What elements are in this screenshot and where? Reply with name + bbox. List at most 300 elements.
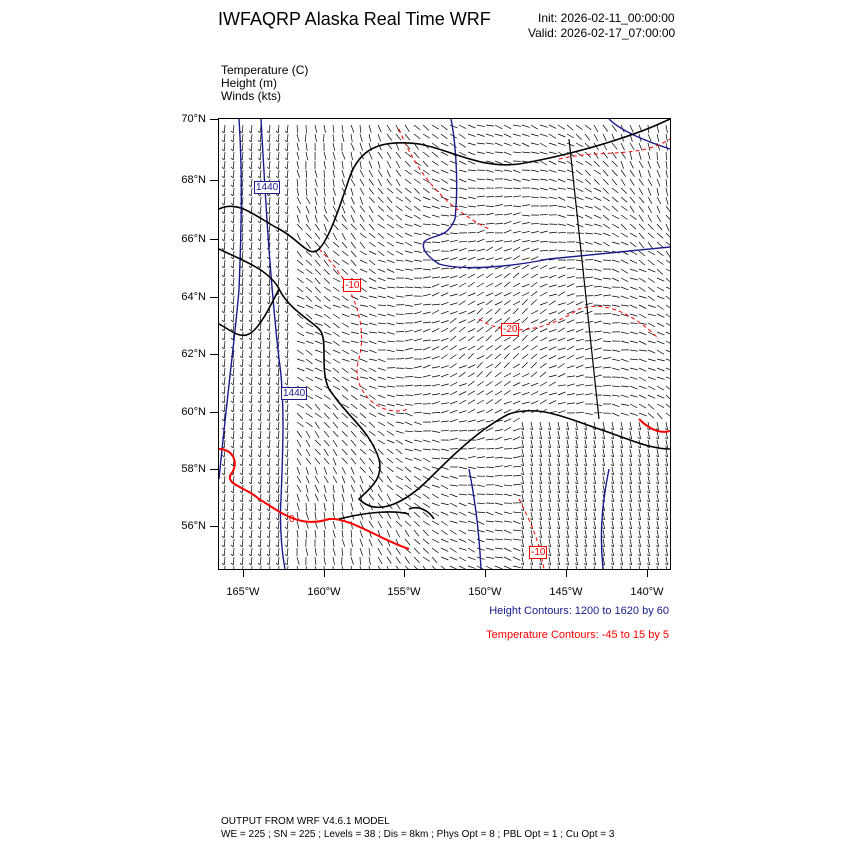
- wind-barb: [549, 285, 557, 287]
- wind-barb-flag: [240, 419, 242, 421]
- wind-barb: [567, 458, 569, 466]
- footer-config: WE = 225 ; SN = 225 ; Levels = 38 ; Dis = 8km ; Phys Opt = 8 ; PBL Opt = 1 ; Cu Opt = 3: [221, 829, 615, 840]
- wind-barb: [432, 402, 440, 404]
- wind-barb: [549, 179, 557, 182]
- wind-barb: [360, 440, 366, 445]
- wind-barb: [432, 384, 440, 386]
- wind-barb: [378, 566, 382, 569]
- wind-barb-flag: [276, 248, 278, 250]
- wind-barb: [297, 143, 299, 151]
- wind-barb: [522, 431, 524, 439]
- wind-barb-flag: [249, 266, 251, 268]
- wind-barb: [315, 476, 319, 483]
- wind-barb: [278, 521, 279, 529]
- wind-barb: [441, 421, 449, 422]
- wind-barb: [324, 242, 329, 248]
- wind-barb: [639, 485, 641, 493]
- wind-barb: [260, 485, 261, 493]
- wind-barb: [558, 374, 565, 378]
- wind-barb: [594, 440, 596, 448]
- wind-barb-flag: [258, 383, 260, 385]
- wind-barb: [260, 332, 261, 340]
- wind-barb: [233, 440, 234, 448]
- wind-barb-flag: [276, 365, 278, 367]
- wind-barb: [414, 321, 422, 323]
- wind-barb: [333, 557, 335, 565]
- wind-barb-flag: [240, 545, 242, 547]
- wind-barb: [315, 530, 316, 538]
- wind-barb: [468, 223, 476, 224]
- wind-barb: [224, 440, 225, 448]
- wind-barb-flag: [222, 329, 224, 331]
- wind-barb: [333, 143, 335, 151]
- wind-barb: [603, 206, 610, 211]
- wind-barb: [387, 233, 394, 238]
- wind-barb-flag: [276, 140, 278, 142]
- height-contour-line: [601, 469, 609, 569]
- wind-barb-flag: [285, 158, 287, 160]
- wind-barb: [648, 242, 653, 249]
- wind-barb: [666, 566, 668, 569]
- wind-barb: [486, 258, 494, 260]
- wind-barb: [269, 125, 270, 133]
- wind-barb: [459, 170, 467, 172]
- wind-barb: [477, 382, 484, 387]
- wind-barb: [639, 566, 641, 569]
- wind-barb: [549, 548, 551, 556]
- wind-barb: [333, 224, 339, 230]
- wind-barb: [251, 152, 252, 160]
- wind-barb: [477, 239, 485, 242]
- wind-barb: [621, 494, 623, 502]
- wind-barb: [531, 401, 538, 404]
- wind-barb: [522, 345, 528, 350]
- wind-barb: [657, 161, 660, 168]
- wind-barb: [657, 413, 662, 419]
- wind-barb: [360, 458, 365, 464]
- wind-barb: [540, 231, 548, 233]
- wind-barb: [468, 319, 475, 323]
- wind-barb: [333, 494, 335, 502]
- wind-barb-flag: [258, 428, 260, 430]
- wind-barb: [450, 557, 457, 560]
- wind-barb: [305, 134, 306, 142]
- wind-barb: [242, 125, 243, 133]
- wind-barb: [531, 197, 539, 198]
- wind-barb: [468, 530, 476, 531]
- wind-barb: [477, 302, 484, 305]
- wind-barb: [639, 521, 641, 529]
- wind-barb: [513, 125, 521, 126]
- wind-barb: [513, 196, 521, 197]
- wind-barb: [278, 269, 279, 277]
- wind-barb: [576, 539, 578, 547]
- wind-barb: [306, 359, 312, 364]
- wind-barb-flag: [285, 212, 287, 214]
- wind-barb: [432, 412, 440, 413]
- wind-barb-flag: [285, 320, 287, 322]
- coastline: [219, 249, 670, 507]
- wind-barb: [306, 431, 310, 438]
- wind-barb: [495, 161, 503, 164]
- wind-barb: [414, 339, 422, 341]
- wind-barb: [468, 346, 475, 350]
- wind-barb: [549, 161, 556, 165]
- wind-barb: [269, 332, 270, 340]
- wind-barb: [567, 431, 569, 439]
- wind-barb: [333, 566, 334, 569]
- wind-barb: [486, 539, 494, 540]
- wind-barb: [414, 449, 422, 451]
- wind-barb: [567, 170, 575, 173]
- wind-barb: [287, 440, 288, 448]
- wind-barb: [576, 365, 583, 368]
- wind-barb: [666, 242, 670, 247]
- wind-barb-flag: [249, 140, 251, 142]
- wind-barb: [423, 304, 431, 305]
- wind-barb: [585, 503, 587, 511]
- wind-barb: [450, 346, 457, 350]
- wind-barb: [459, 548, 467, 550]
- wind-barb: [315, 224, 320, 231]
- wind-barb-flag: [240, 428, 242, 430]
- wind-barb: [260, 377, 261, 385]
- wind-barb: [315, 368, 322, 371]
- wind-barb: [251, 422, 252, 430]
- wind-barb: [242, 359, 243, 367]
- wind-barb: [324, 404, 330, 409]
- wind-barb: [639, 458, 641, 466]
- wind-barb: [558, 215, 566, 218]
- wind-barb: [423, 179, 430, 183]
- wind-barb: [242, 422, 243, 430]
- wind-barb: [333, 350, 340, 353]
- wind-barb-flag: [285, 401, 287, 403]
- wind-barb: [639, 548, 641, 556]
- wind-barb: [306, 404, 312, 409]
- wind-barb: [396, 251, 403, 255]
- wind-barb: [287, 278, 288, 286]
- lon-label-165: 165°W: [226, 586, 260, 598]
- init-time: Init: 2026-02-11_00:00:00: [538, 11, 675, 25]
- wind-barb: [315, 557, 316, 565]
- wind-barb: [396, 395, 404, 396]
- wind-barb: [269, 314, 270, 322]
- wind-barb-flag: [240, 410, 242, 412]
- wind-barb: [306, 170, 307, 178]
- wind-barb: [567, 394, 575, 396]
- wind-barb: [414, 394, 422, 395]
- wind-barb: [360, 512, 363, 519]
- wind-barb: [648, 215, 652, 222]
- wind-barb: [242, 296, 243, 304]
- wind-barb: [486, 293, 493, 296]
- wind-barb: [251, 278, 252, 286]
- wind-barb: [351, 242, 356, 248]
- wind-barb-flag: [222, 527, 224, 529]
- wind-barb: [269, 440, 270, 448]
- wind-barb: [486, 300, 492, 305]
- wind-barb: [287, 215, 288, 223]
- wind-barb: [351, 368, 358, 373]
- wind-barb-flag: [249, 365, 251, 367]
- wind-barb: [486, 391, 493, 395]
- wind-barb: [251, 296, 252, 304]
- wind-barb: [666, 458, 668, 466]
- wind-barb: [333, 161, 335, 169]
- wind-barb: [576, 348, 584, 350]
- wind-barb: [269, 134, 270, 142]
- wind-barb-flag: [276, 464, 278, 466]
- wind-barb: [369, 242, 376, 247]
- wind-barb-flag: [240, 464, 242, 466]
- wind-barb: [522, 205, 530, 206]
- lon-tick: [647, 570, 648, 577]
- wind-barb: [297, 161, 299, 169]
- wind-barb: [513, 266, 520, 269]
- wind-barb: [224, 341, 225, 349]
- wind-barb: [603, 431, 605, 439]
- wind-barb: [387, 440, 394, 443]
- wind-barb: [342, 395, 348, 400]
- wind-barb: [549, 312, 557, 315]
- wind-barb: [648, 548, 650, 556]
- wind-barb: [648, 377, 656, 380]
- wind-barb: [242, 197, 243, 205]
- wind-barb: [315, 287, 321, 293]
- wind-barb: [324, 440, 329, 446]
- wind-barb: [513, 231, 521, 233]
- wind-barb: [585, 557, 587, 565]
- wind-barb-flag: [222, 545, 224, 547]
- wind-barb: [396, 476, 403, 480]
- wind-barb-flag: [267, 194, 269, 196]
- wind-barb: [233, 278, 234, 286]
- wind-barb: [360, 386, 367, 390]
- temperature-contour-label: -10: [531, 547, 546, 558]
- wind-barb-flag: [249, 410, 251, 412]
- wind-barb: [405, 449, 413, 451]
- wind-barb: [549, 521, 551, 529]
- wind-barb-flag: [258, 437, 260, 439]
- wind-barb: [504, 213, 512, 215]
- wind-barb: [612, 206, 618, 211]
- wind-barb: [648, 539, 650, 547]
- wind-barb: [369, 521, 373, 528]
- wind-barb: [432, 485, 440, 488]
- wind-barb: [459, 274, 466, 278]
- wind-barb: [278, 134, 279, 142]
- wind-barb: [540, 214, 548, 215]
- wind-barb: [441, 338, 449, 341]
- wind-barb: [414, 188, 420, 194]
- wind-barb: [342, 269, 348, 275]
- wind-barb: [504, 353, 510, 359]
- height-contour-line: [423, 119, 670, 268]
- wind-barb: [278, 458, 279, 466]
- wind-barb: [251, 377, 252, 385]
- wind-barb-flag: [249, 203, 251, 205]
- wind-barb: [224, 233, 225, 241]
- wind-barb: [324, 125, 326, 133]
- wind-barb: [567, 539, 569, 547]
- wind-barb: [224, 314, 225, 322]
- wind-barb: [585, 197, 593, 200]
- wind-barb: [450, 215, 458, 216]
- wind-barb: [306, 368, 313, 371]
- wind-barb: [558, 476, 560, 484]
- wind-barb: [549, 267, 557, 269]
- wind-barb: [549, 566, 551, 569]
- wind-barb: [594, 548, 596, 556]
- wind-barb: [549, 422, 551, 430]
- wind-barb: [549, 143, 557, 146]
- wind-barb: [459, 125, 466, 129]
- wind-barb: [612, 566, 614, 569]
- wind-barb-flag: [231, 176, 233, 178]
- wind-barb-flag: [222, 239, 224, 241]
- wind-barb: [567, 403, 575, 404]
- wind-barb: [342, 260, 349, 264]
- wind-barb: [387, 467, 393, 472]
- wind-barb: [477, 548, 485, 550]
- wind-barb: [603, 197, 610, 201]
- wind-barb: [567, 251, 575, 252]
- wind-barb: [459, 320, 466, 323]
- wind-barb-flag: [276, 212, 278, 214]
- wind-barb: [558, 485, 560, 493]
- wind-barb: [612, 548, 614, 556]
- wind-barb: [242, 161, 243, 169]
- wind-barb: [233, 404, 234, 412]
- wind-barb: [269, 368, 270, 376]
- wind-barb: [621, 386, 629, 387]
- wind-barb: [351, 323, 359, 325]
- wind-barb: [315, 170, 317, 178]
- wind-barb: [333, 458, 336, 465]
- wind-barb: [495, 466, 503, 467]
- wind-barb: [639, 377, 646, 381]
- wind-barb: [657, 449, 659, 457]
- wind-barb: [297, 278, 303, 283]
- wind-barb: [477, 503, 485, 504]
- wind-barb: [369, 278, 376, 282]
- wind-barb: [585, 485, 587, 493]
- wind-barb: [287, 224, 288, 232]
- wind-barb: [324, 224, 327, 232]
- wind-barb: [315, 449, 321, 455]
- wind-barb-flag: [276, 536, 278, 538]
- wind-barb: [666, 521, 668, 529]
- wind-barb: [513, 283, 520, 287]
- wind-barb: [504, 188, 512, 189]
- wind-barb: [468, 301, 475, 305]
- wind-barb: [405, 287, 413, 288]
- wind-barb: [251, 395, 252, 403]
- wind-barb: [269, 323, 270, 331]
- wind-barb: [621, 143, 625, 150]
- wind-barb: [287, 161, 288, 169]
- wind-barb-flag: [222, 203, 224, 205]
- wind-barb-flag: [258, 176, 260, 178]
- wind-barb: [405, 557, 410, 564]
- footer-model: OUTPUT FROM WRF V4.6.1 MODEL: [221, 816, 390, 827]
- wind-barb: [504, 530, 511, 533]
- wind-barb: [540, 329, 547, 333]
- wind-barb: [558, 363, 565, 368]
- wind-barb-flag: [240, 365, 242, 367]
- wind-barb: [531, 320, 538, 323]
- wind-barb: [486, 557, 494, 559]
- wind-barb: [242, 494, 243, 502]
- wind-barb: [486, 241, 494, 242]
- wind-barb: [405, 295, 413, 296]
- wind-barb: [558, 292, 565, 296]
- wind-barb: [630, 332, 638, 334]
- wind-barb: [468, 566, 476, 569]
- wind-barb: [360, 242, 365, 248]
- wind-barb: [495, 557, 503, 558]
- wind-barb: [522, 494, 524, 502]
- wind-barb: [360, 359, 367, 362]
- wind-barb: [612, 305, 620, 307]
- wind-barb: [378, 242, 385, 247]
- wind-barb: [450, 276, 458, 278]
- wind-barb: [522, 362, 528, 368]
- wind-barb: [495, 336, 502, 341]
- wind-barb: [441, 403, 449, 404]
- wind-barb: [594, 233, 602, 235]
- wind-barb: [342, 341, 350, 343]
- wind-barb-flag: [231, 248, 233, 250]
- wind-barb: [233, 269, 234, 277]
- wind-barb: [414, 242, 422, 244]
- wind-barb: [233, 224, 234, 232]
- wind-barb: [333, 467, 337, 474]
- wind-barb: [504, 170, 512, 172]
- wind-barb: [369, 305, 376, 309]
- wind-barb: [287, 359, 288, 367]
- wind-barb: [251, 134, 252, 142]
- wind-barb: [531, 391, 538, 395]
- wind-barb: [287, 476, 288, 484]
- wind-barb: [287, 566, 288, 569]
- wind-barb: [630, 359, 638, 360]
- wind-barb: [567, 330, 575, 333]
- wind-barb: [639, 278, 646, 282]
- wind-barb: [306, 467, 308, 475]
- wind-barb: [612, 431, 614, 439]
- wind-barb: [459, 152, 466, 156]
- wind-barb: [324, 197, 325, 205]
- wind-barb: [504, 337, 511, 341]
- wind-barb-flag: [276, 131, 278, 133]
- wind-barb: [414, 476, 421, 480]
- wind-barb: [540, 161, 547, 165]
- wind-barb: [396, 296, 404, 297]
- wind-barb: [233, 368, 234, 376]
- wind-barb-flag: [276, 527, 278, 529]
- wind-barb: [242, 521, 243, 529]
- wind-barb: [477, 196, 485, 197]
- wind-barb-flag: [276, 167, 278, 169]
- wind-barb: [504, 475, 512, 476]
- wind-barb: [324, 539, 325, 547]
- wind-barb-flag: [231, 167, 233, 169]
- wind-barb: [477, 400, 484, 404]
- wind-barb: [549, 232, 557, 233]
- wind-barb-flag: [249, 383, 251, 385]
